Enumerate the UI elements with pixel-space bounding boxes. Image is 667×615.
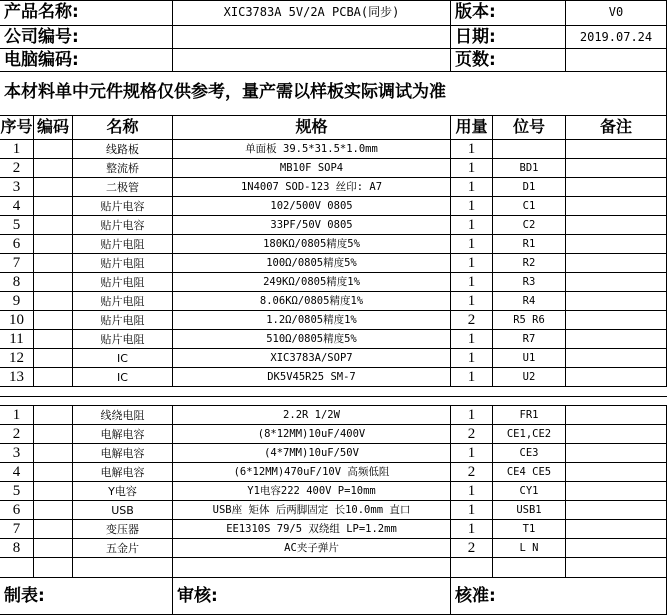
cell-code <box>34 520 73 539</box>
pc-code-value <box>173 49 451 72</box>
cell-note <box>566 178 667 197</box>
cell-code <box>34 292 73 311</box>
cell-qty: 1 <box>451 520 493 539</box>
cell-qty: 1 <box>451 273 493 292</box>
cell-ref: U2 <box>493 368 566 387</box>
cell-spec: 249KΩ/0805精度1% <box>173 273 451 292</box>
cell-name: 二极管 <box>73 178 173 197</box>
company-code-label: 公司编号: <box>0 26 173 49</box>
version-value: V0 <box>566 0 667 26</box>
cell-code <box>34 178 73 197</box>
cell-qty: 1 <box>451 406 493 425</box>
cell-no: 4 <box>0 197 34 216</box>
cell-no: 12 <box>0 349 34 368</box>
cell-no: 1 <box>0 140 34 159</box>
cell-ref: R3 <box>493 273 566 292</box>
cell-ref: T1 <box>493 520 566 539</box>
product-name-label: 产品名称: <box>0 0 173 26</box>
cell-no: 4 <box>0 463 34 482</box>
product-name-value: XIC3783A 5V/2A PCBA(同步) <box>173 0 451 26</box>
cell-spec: 2.2R 1/2W <box>173 406 451 425</box>
cell-no: 7 <box>0 520 34 539</box>
cell-no: 3 <box>0 444 34 463</box>
cell-note <box>566 292 667 311</box>
pages-label: 页数: <box>451 49 566 72</box>
cell-no: 11 <box>0 330 34 349</box>
note-header: 备注 <box>566 116 667 140</box>
cell-name: 贴片电阻 <box>73 311 173 330</box>
cell-spec: (8*12MM)10uF/400V <box>173 425 451 444</box>
date-label: 日期: <box>451 26 566 49</box>
cell-ref: R7 <box>493 330 566 349</box>
cell-ref: USB1 <box>493 501 566 520</box>
cell-code <box>34 197 73 216</box>
cell-ref: CE1,CE2 <box>493 425 566 444</box>
cell-ref: R5 R6 <box>493 311 566 330</box>
cell-code <box>34 368 73 387</box>
cell-name: 整流桥 <box>73 159 173 178</box>
cell-ref: L N <box>493 539 566 558</box>
approver-label: 核准: <box>451 578 667 615</box>
cell-no: 6 <box>0 235 34 254</box>
cell-code <box>34 330 73 349</box>
cell-spec: 单面板 39.5*31.5*1.0mm <box>173 140 451 159</box>
cell-name: 贴片电阻 <box>73 254 173 273</box>
cell-spec: (6*12MM)470uF/10V 高频低阻 <box>173 463 451 482</box>
cell-code <box>34 349 73 368</box>
cell-code <box>34 444 73 463</box>
cell-no: 5 <box>0 482 34 501</box>
version-label: 版本: <box>451 0 566 26</box>
empty-cell <box>0 558 34 578</box>
cell-name: 贴片电容 <box>73 216 173 235</box>
cell-note <box>566 254 667 273</box>
cell-no: 3 <box>0 178 34 197</box>
cell-note <box>566 482 667 501</box>
cell-note <box>566 501 667 520</box>
cell-code <box>34 539 73 558</box>
cell-ref: R1 <box>493 235 566 254</box>
cell-ref: R2 <box>493 254 566 273</box>
cell-spec: 510Ω/0805精度5% <box>173 330 451 349</box>
cell-note <box>566 539 667 558</box>
cell-note <box>566 406 667 425</box>
cell-spec: 33PF/50V 0805 <box>173 216 451 235</box>
ref-header: 位号 <box>493 116 566 140</box>
cell-spec: Y1电容222 400V P=10mm <box>173 482 451 501</box>
cell-no: 13 <box>0 368 34 387</box>
cell-note <box>566 330 667 349</box>
cell-note <box>566 273 667 292</box>
cell-note <box>566 140 667 159</box>
company-code-value <box>173 26 451 49</box>
cell-qty: 2 <box>451 463 493 482</box>
date-value: 2019.07.24 <box>566 26 667 49</box>
cell-no: 6 <box>0 501 34 520</box>
cell-note <box>566 368 667 387</box>
cell-name: 五金片 <box>73 539 173 558</box>
cell-code <box>34 216 73 235</box>
spacer-row <box>0 388 667 397</box>
cell-qty: 1 <box>451 197 493 216</box>
cell-name: 电解电容 <box>73 463 173 482</box>
cell-ref <box>493 140 566 159</box>
cell-no: 10 <box>0 311 34 330</box>
cell-qty: 1 <box>451 216 493 235</box>
cell-name: 线绕电阻 <box>73 406 173 425</box>
maker-label: 制表: <box>0 578 173 615</box>
cell-spec: (4*7MM)10uF/50V <box>173 444 451 463</box>
cell-spec: 180KΩ/0805精度5% <box>173 235 451 254</box>
cell-code <box>34 406 73 425</box>
cell-ref: CE3 <box>493 444 566 463</box>
cell-no: 7 <box>0 254 34 273</box>
cell-spec: 102/500V 0805 <box>173 197 451 216</box>
cell-no: 8 <box>0 273 34 292</box>
cell-code <box>34 254 73 273</box>
cell-spec: 1.2Ω/0805精度1% <box>173 311 451 330</box>
cell-name: 贴片电阻 <box>73 292 173 311</box>
cell-spec: 100Ω/0805精度5% <box>173 254 451 273</box>
cell-note <box>566 463 667 482</box>
cell-ref: D1 <box>493 178 566 197</box>
cell-qty: 1 <box>451 501 493 520</box>
pages-value <box>566 49 667 72</box>
cell-name: 贴片电阻 <box>73 235 173 254</box>
cell-code <box>34 482 73 501</box>
cell-no: 8 <box>0 539 34 558</box>
cell-qty: 1 <box>451 140 493 159</box>
cell-note <box>566 197 667 216</box>
cell-spec: AC夹子弹片 <box>173 539 451 558</box>
empty-cell <box>73 558 173 578</box>
cell-code <box>34 311 73 330</box>
cell-name: IC <box>73 349 173 368</box>
cell-spec: DK5V45R25 SM-7 <box>173 368 451 387</box>
name-header: 名称 <box>73 116 173 140</box>
cell-no: 1 <box>0 406 34 425</box>
cell-code <box>34 501 73 520</box>
cell-ref: BD1 <box>493 159 566 178</box>
spacer-row <box>0 397 667 406</box>
cell-name: 线路板 <box>73 140 173 159</box>
cell-code <box>34 273 73 292</box>
cell-code <box>34 463 73 482</box>
cell-note <box>566 235 667 254</box>
cell-qty: 1 <box>451 254 493 273</box>
cell-note <box>566 520 667 539</box>
cell-note <box>566 216 667 235</box>
cell-ref: U1 <box>493 349 566 368</box>
cell-ref: CY1 <box>493 482 566 501</box>
empty-cell <box>451 558 493 578</box>
cell-qty: 1 <box>451 368 493 387</box>
cell-ref: C1 <box>493 197 566 216</box>
empty-cell <box>34 558 73 578</box>
cell-spec: MB10F SOP4 <box>173 159 451 178</box>
cell-ref: R4 <box>493 292 566 311</box>
no-header: 序号 <box>0 116 34 140</box>
cell-qty: 2 <box>451 425 493 444</box>
cell-note <box>566 349 667 368</box>
spec-header: 规格 <box>173 116 451 140</box>
cell-code <box>34 140 73 159</box>
cell-spec: XIC3783A/SOP7 <box>173 349 451 368</box>
cell-name: 贴片电阻 <box>73 273 173 292</box>
cell-name: USB <box>73 501 173 520</box>
cell-no: 2 <box>0 159 34 178</box>
cell-note <box>566 444 667 463</box>
cell-spec: 8.06KΩ/0805精度1% <box>173 292 451 311</box>
cell-name: 贴片电容 <box>73 197 173 216</box>
cell-name: 变压器 <box>73 520 173 539</box>
cell-no: 5 <box>0 216 34 235</box>
cell-qty: 1 <box>451 444 493 463</box>
cell-code <box>34 159 73 178</box>
cell-ref: C2 <box>493 216 566 235</box>
cell-note <box>566 425 667 444</box>
pc-code-label: 电脑编码: <box>0 49 173 72</box>
cell-name: IC <box>73 368 173 387</box>
cell-qty: 2 <box>451 539 493 558</box>
cell-name: 电解电容 <box>73 444 173 463</box>
cell-qty: 1 <box>451 178 493 197</box>
cell-note <box>566 159 667 178</box>
cell-note <box>566 311 667 330</box>
cell-spec: 1N4007 SOD-123 丝印: A7 <box>173 178 451 197</box>
cell-spec: EE1310S 79/5 双绕组 LP=1.2mm <box>173 520 451 539</box>
cell-name: Y电容 <box>73 482 173 501</box>
empty-cell <box>566 558 667 578</box>
cell-qty: 1 <box>451 349 493 368</box>
cell-qty: 1 <box>451 330 493 349</box>
cell-code <box>34 425 73 444</box>
cell-ref: CE4 CE5 <box>493 463 566 482</box>
cell-qty: 1 <box>451 159 493 178</box>
cell-spec: USB座 矩体 后两脚固定 长10.0mm 直口 <box>173 501 451 520</box>
cell-qty: 1 <box>451 235 493 254</box>
cell-code <box>34 235 73 254</box>
cell-no: 2 <box>0 425 34 444</box>
reviewer-label: 审核: <box>173 578 451 615</box>
notice-text: 本材料单中元件规格仅供参考，量产需以样板实际调试为准 <box>0 72 667 116</box>
empty-cell <box>493 558 566 578</box>
cell-name: 贴片电阻 <box>73 330 173 349</box>
cell-qty: 2 <box>451 311 493 330</box>
cell-qty: 1 <box>451 482 493 501</box>
cell-ref: FR1 <box>493 406 566 425</box>
cell-qty: 1 <box>451 292 493 311</box>
qty-header: 用量 <box>451 116 493 140</box>
empty-cell <box>173 558 451 578</box>
cell-name: 电解电容 <box>73 425 173 444</box>
code-header: 编码 <box>34 116 73 140</box>
cell-no: 9 <box>0 292 34 311</box>
